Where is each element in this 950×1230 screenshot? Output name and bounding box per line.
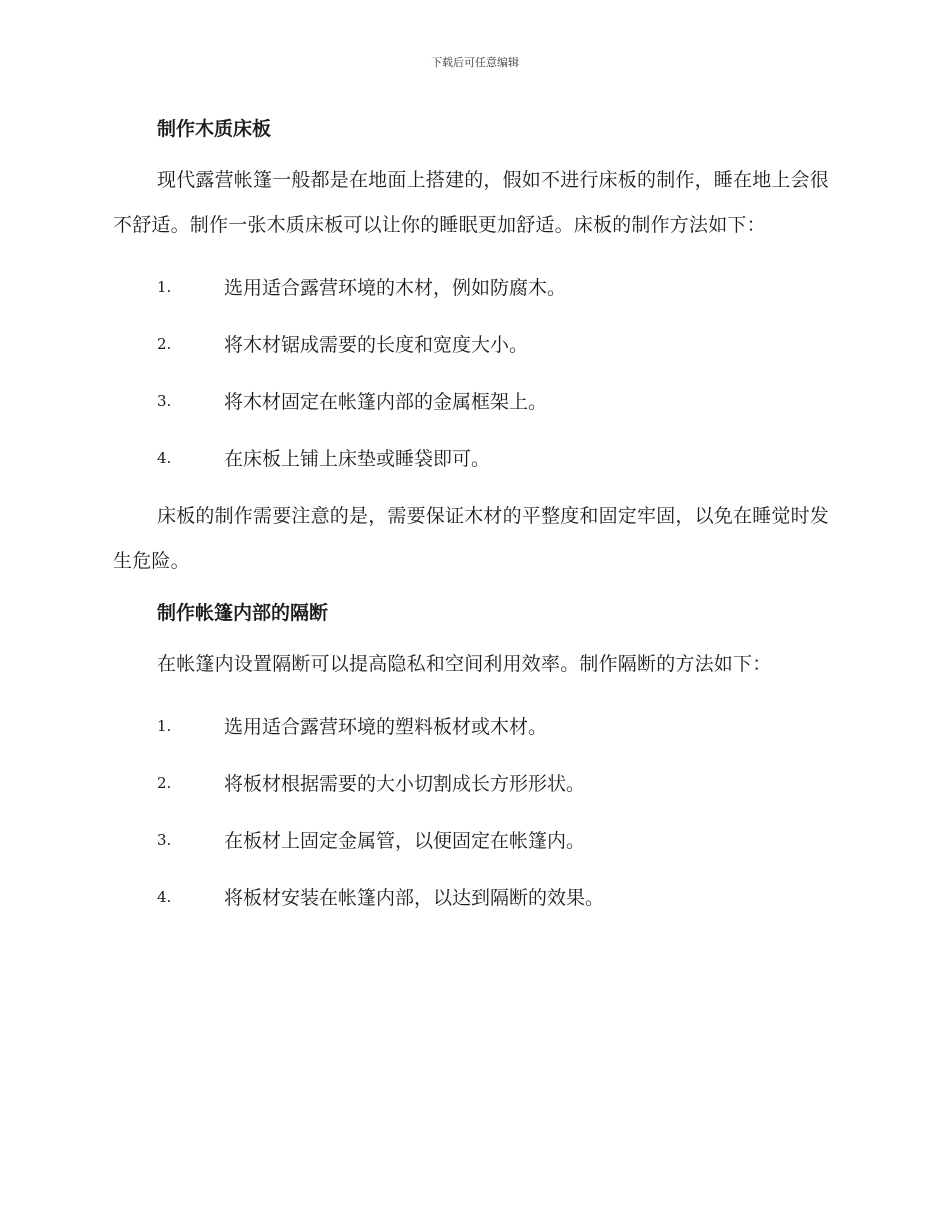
list-item-number: 2. — [157, 334, 172, 353]
document-content — [113, 108, 833, 931]
section2-steps-list — [113, 697, 833, 925]
list-item — [113, 372, 833, 429]
section2-intro-paragraph: 在帐篷内设置隔断可以提高隐私和空间利用效率。制作隔断的方法如下： — [157, 653, 772, 675]
section1-steps-list — [113, 258, 833, 486]
list-item-number: 2. — [157, 773, 172, 792]
section-heading-wooden-bed-board: 制作木质床板 — [157, 118, 272, 140]
list-item — [113, 429, 833, 486]
header-note: 下载后可任意编辑 — [431, 56, 519, 69]
section1-note-paragraph: 床板的制作需要注意的是，需要保证木材的平整度和固定牢固，以免在睡觉时发生危险。 — [113, 505, 830, 572]
section1-intro-paragraph: 现代露营帐篷一般都是在地面上搭建的，假如不进行床板的制作，睡在地上会很不舒适。制作一张木质床板可以让你的睡眠更加舒适。床板的制作方法如下： — [113, 169, 830, 236]
list-item-number: 3. — [157, 391, 172, 410]
list-item-number: 4. — [157, 448, 172, 467]
list-item-text: 将木材固定在帐篷内部的金属框架上。 — [224, 391, 548, 413]
list-item-text: 选用适合露营环境的木材，例如防腐木。 — [224, 277, 567, 299]
list-item — [113, 315, 833, 372]
list-item-number: 1. — [157, 277, 172, 296]
list-item-text: 在床板上铺上床垫或睡袋即可。 — [224, 448, 491, 470]
list-item-text: 将板材根据需要的大小切割成长方形形状。 — [224, 773, 586, 795]
list-item — [113, 868, 833, 925]
list-item — [113, 754, 833, 811]
list-item-text: 将木材锯成需要的长度和宽度大小。 — [224, 334, 529, 356]
list-item-number: 1. — [157, 716, 172, 735]
list-item-text: 选用适合露营环境的塑料板材或木材。 — [224, 716, 548, 738]
list-item — [113, 258, 833, 315]
list-item — [113, 811, 833, 868]
list-item-text: 在板材上固定金属管，以便固定在帐篷内。 — [224, 830, 586, 852]
list-item-text: 将板材安装在帐篷内部，以达到隔断的效果。 — [224, 887, 605, 909]
list-item-number: 3. — [157, 830, 172, 849]
section-heading-tent-partition: 制作帐篷内部的隔断 — [157, 602, 329, 624]
list-item-number: 4. — [157, 887, 172, 906]
list-item — [113, 697, 833, 754]
